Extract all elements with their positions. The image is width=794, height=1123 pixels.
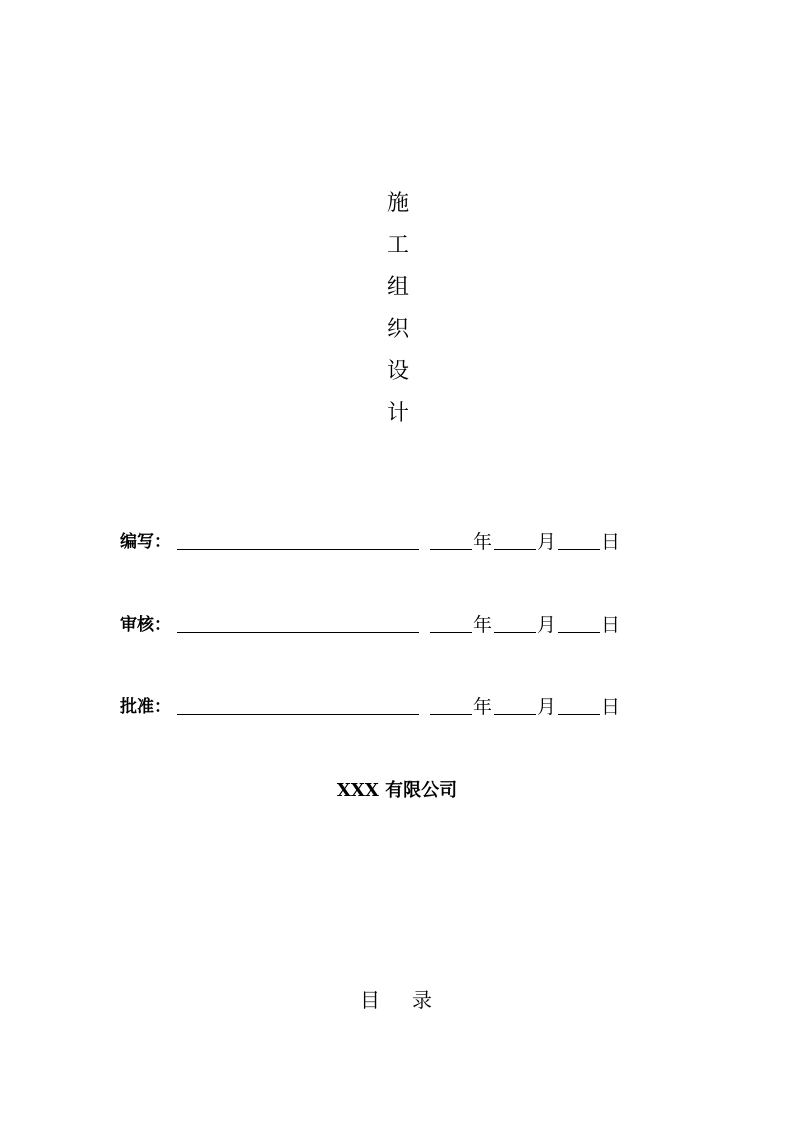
day-blank <box>558 714 600 715</box>
signoff-row-author <box>120 527 640 557</box>
signature-line <box>177 714 419 715</box>
month-label: 月 <box>537 696 557 718</box>
signoff-label: 批准： <box>120 697 171 717</box>
year-blank <box>430 632 472 633</box>
title-char-1: 施 <box>386 191 409 216</box>
year-label: 年 <box>473 614 493 636</box>
day-label: 日 <box>601 696 621 718</box>
title-char-3: 组 <box>386 275 409 300</box>
month-label: 月 <box>537 614 557 636</box>
toc-heading-char-2: 录 <box>412 988 432 1012</box>
year-blank <box>430 549 472 550</box>
toc-heading-char-1: 目 <box>360 988 380 1012</box>
company-name: XXX 有限公司 <box>336 780 458 801</box>
title-char-4: 织 <box>386 317 409 342</box>
year-label: 年 <box>473 531 493 553</box>
title-char-5: 设 <box>386 359 409 384</box>
title-char-6: 计 <box>386 401 409 426</box>
month-label: 月 <box>537 531 557 553</box>
signature-line <box>177 549 419 550</box>
signature-line <box>177 632 419 633</box>
title-char-2: 工 <box>386 233 409 258</box>
signoff-row-reviewer <box>120 610 640 640</box>
month-blank <box>494 714 536 715</box>
signoff-row-approver <box>120 692 640 722</box>
day-label: 日 <box>601 614 621 636</box>
day-blank <box>558 632 600 633</box>
month-blank <box>494 632 536 633</box>
year-label: 年 <box>473 696 493 718</box>
day-label: 日 <box>601 531 621 553</box>
signoff-label: 审核： <box>120 615 171 635</box>
year-blank <box>430 714 472 715</box>
month-blank <box>494 549 536 550</box>
signoff-label: 编写： <box>120 532 171 552</box>
day-blank <box>558 549 600 550</box>
